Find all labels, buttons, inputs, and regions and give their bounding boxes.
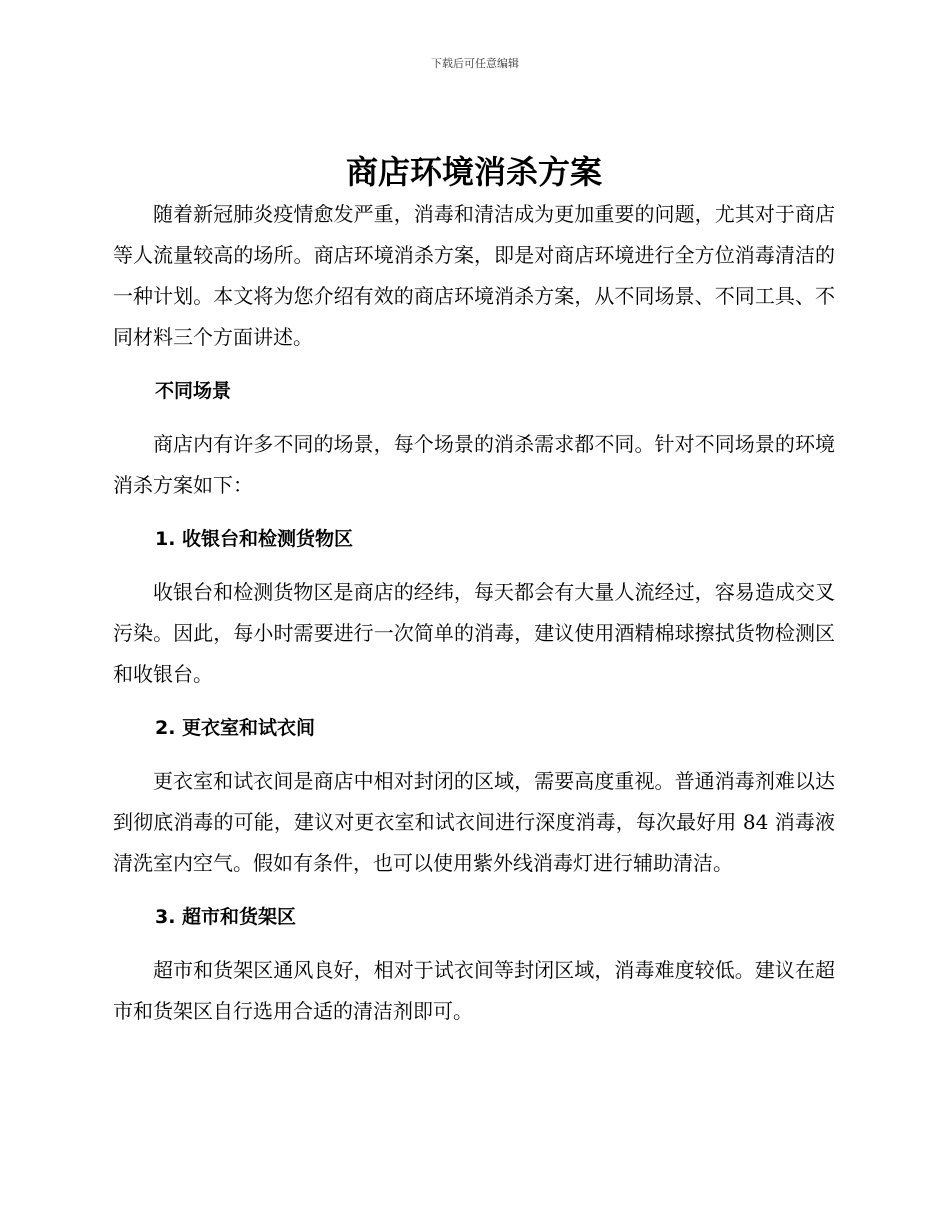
- document-body: [113, 150, 835, 1032]
- spacer: [113, 412, 835, 424]
- document-title: 商店环境消杀方案: [345, 153, 602, 191]
- item-paragraph-fitting-room: 更衣室和试衣间是商店中相对封闭的区域，需要高度重视。普通消毒剂难以达到彻底消毒的可能，建议对更衣室和试衣间进行深度消毒，每次最好用 84 消毒液清洗室内空气。假如有条件，也可以使用紫外线消毒灯进行辅助清洁。: [113, 769, 835, 875]
- item-heading-cashier: 1. 收银台和检测货物区: [155, 528, 354, 550]
- spacer: [113, 560, 835, 572]
- spacer: [113, 358, 835, 371]
- item-heading-fitting-room: 2. 更衣室和试衣间: [155, 717, 316, 739]
- section-intro-paragraph: 商店内有许多不同的场景，每个场景的消杀需求都不同。针对不同场景的环境消杀方案如下：: [113, 432, 835, 497]
- intro-paragraph: 随着新冠肺炎疫情愈发严重，消毒和清洁成为更加重要的问题，尤其对于商店等人流量较高的场所。商店环境消杀方案，即是对商店环境进行全方位消毒清洁的一种计划。本文将为您介绍有效的商店环境消杀方案，从不同场景、不同工具、不同材料三个方面讲述。: [113, 202, 835, 349]
- spacer: [113, 695, 835, 708]
- spacer: [113, 506, 835, 519]
- item-paragraph-cashier: 收银台和检测货物区是商店的经纬，每天都会有大量人流经过，容易造成交叉污染。因此，每小时需要进行一次简单的消毒，建议使用酒精棉球擦拭货物检测区和收银台。: [113, 580, 835, 686]
- item-heading-supermarket: 3. 超市和货架区: [155, 906, 297, 928]
- spacer: [113, 938, 835, 950]
- spacer: [113, 749, 835, 761]
- section-heading-scenes: 不同场景: [155, 380, 232, 402]
- item-paragraph-supermarket: 超市和货架区通风良好，相对于试衣间等封闭区域，消毒难度较低。建议在超市和货架区自行选用合适的清洁剂即可。: [113, 958, 835, 1023]
- header-note: 下载后可任意编辑: [431, 57, 519, 70]
- spacer: [113, 884, 835, 897]
